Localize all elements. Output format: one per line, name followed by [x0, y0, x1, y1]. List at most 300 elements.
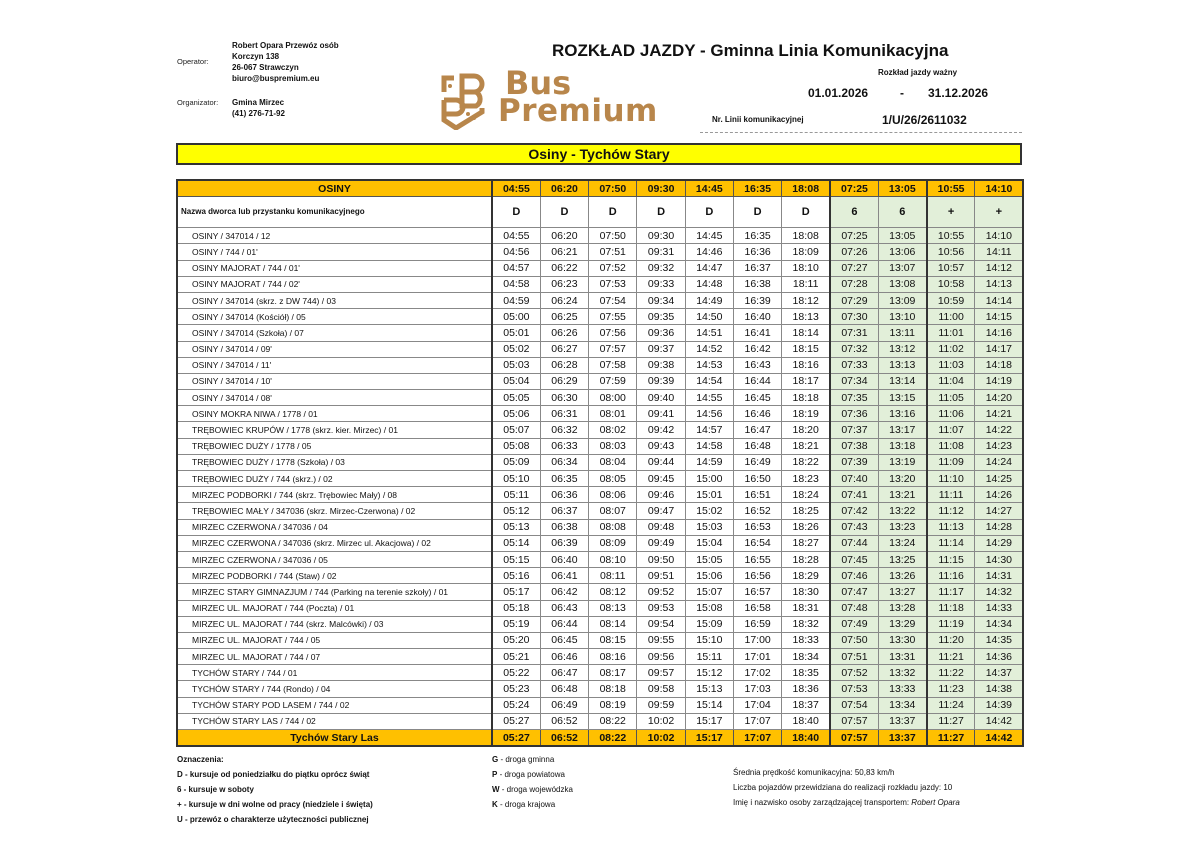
stop-time: 08:19: [589, 697, 637, 713]
stop-time: 16:55: [733, 551, 781, 567]
stop-time: 14:22: [975, 422, 1023, 438]
stop-time: 15:13: [685, 681, 733, 697]
stop-time: 16:40: [733, 309, 781, 325]
stop-time: 07:37: [830, 422, 878, 438]
stop-time: 14:35: [975, 632, 1023, 648]
stop-time: 06:39: [540, 535, 588, 551]
stop-time: 08:13: [589, 600, 637, 616]
stop-time: 15:10: [685, 632, 733, 648]
stop-name: MIRZEC UL. MAJORAT / 744 (skrz. Malcówki) / 03: [177, 616, 492, 632]
stop-time: 10:56: [927, 244, 975, 260]
stop-time: 13:06: [878, 244, 926, 260]
stop-time: 06:22: [540, 260, 588, 276]
stop-time: 15:01: [685, 487, 733, 503]
day-code: +: [927, 197, 975, 228]
stop-time: 17:03: [733, 681, 781, 697]
stop-time: 08:02: [589, 422, 637, 438]
stop-time: 11:11: [927, 487, 975, 503]
legend-road-g: [492, 752, 573, 767]
stop-name: MIRZEC UL. MAJORAT / 744 / 07: [177, 649, 492, 665]
stop-name: TRĘBOWIEC DUŻY / 1778 / 05: [177, 438, 492, 454]
table-row: [177, 260, 1023, 276]
stop-time: 14:36: [975, 649, 1023, 665]
stop-time: 07:29: [830, 292, 878, 308]
stop-time: 11:27: [927, 713, 975, 729]
stop-time: 07:43: [830, 519, 878, 535]
stop-time: 10:55: [927, 228, 975, 244]
stop-time: 06:20: [540, 228, 588, 244]
stop-time: 13:33: [878, 681, 926, 697]
stop-name: OSINY / 347014 / 11': [177, 357, 492, 373]
legend-info: [733, 765, 960, 810]
departure-time: 18:08: [782, 180, 830, 197]
stop-time: 18:37: [782, 697, 830, 713]
codes-row: [177, 197, 1023, 228]
stop-time: 14:20: [975, 390, 1023, 406]
stop-name: TYCHÓW STARY / 744 (Rondo) / 04: [177, 681, 492, 697]
stop-time: 13:10: [878, 309, 926, 325]
stop-time: 07:31: [830, 325, 878, 341]
stop-name: TRĘBOWIEC DUŻY / 744 (skrz.) / 02: [177, 471, 492, 487]
stop-time: 07:54: [830, 697, 878, 713]
stop-time: 11:09: [927, 454, 975, 470]
legend-code-6: 6 - kursuje w soboty: [177, 785, 254, 794]
stop-time: 18:21: [782, 438, 830, 454]
stop-time: 09:41: [637, 406, 685, 422]
stop-time: 09:31: [637, 244, 685, 260]
legend-road-k: [492, 797, 573, 812]
stop-time: 05:08: [492, 438, 540, 454]
stop-time: 14:27: [975, 503, 1023, 519]
stop-time: 07:54: [589, 292, 637, 308]
departure-time: 04:55: [492, 180, 540, 197]
stop-time: 17:01: [733, 649, 781, 665]
day-code: D: [733, 197, 781, 228]
stop-time: 14:57: [685, 422, 733, 438]
organizer-info: [232, 97, 285, 119]
stop-time: 09:47: [637, 503, 685, 519]
operator-info: [232, 40, 339, 84]
stop-time: 05:15: [492, 551, 540, 567]
table-row: [177, 357, 1023, 373]
stop-time: 06:27: [540, 341, 588, 357]
stop-time: 14:55: [685, 390, 733, 406]
stop-time: 08:17: [589, 665, 637, 681]
divider: [700, 132, 1022, 133]
stop-time: 13:14: [878, 373, 926, 389]
stop-time: 16:49: [733, 454, 781, 470]
stop-time: 05:06: [492, 406, 540, 422]
stop-time: 14:14: [975, 292, 1023, 308]
stop-time: 07:56: [589, 325, 637, 341]
stop-time: 06:49: [540, 697, 588, 713]
stop-time: 04:55: [492, 228, 540, 244]
stop-time: 18:36: [782, 681, 830, 697]
stop-time: 09:48: [637, 519, 685, 535]
stop-time: 13:12: [878, 341, 926, 357]
stop-name: OSINY / 347014 / 10': [177, 373, 492, 389]
table-row: [177, 535, 1023, 551]
legend-title: Oznaczenia:: [177, 755, 224, 764]
stop-time: 14:26: [975, 487, 1023, 503]
stop-time: 11:17: [927, 584, 975, 600]
legend-road-p: [492, 767, 573, 782]
stop-time: 15:09: [685, 616, 733, 632]
organizer-phone: (41) 276-71-92: [232, 109, 285, 118]
stop-name: MIRZEC CZERWONA / 347036 (skrz. Mirzec ul. Akacjowa) / 02: [177, 535, 492, 551]
stop-time: 16:45: [733, 390, 781, 406]
stop-time: 06:52: [540, 713, 588, 729]
stop-time: 04:59: [492, 292, 540, 308]
stop-time: 07:52: [589, 260, 637, 276]
stop-time: 07:51: [830, 649, 878, 665]
avg-speed: Średnia prędkość komunikacyjna: 50,83 km/h: [733, 768, 895, 777]
stop-time: 09:39: [637, 373, 685, 389]
stop-time: 18:09: [782, 244, 830, 260]
departure-time: 14:10: [975, 180, 1023, 197]
stop-time: 14:33: [975, 600, 1023, 616]
legend-codes: [177, 752, 373, 827]
stop-time: 16:54: [733, 535, 781, 551]
stop-time: 11:23: [927, 681, 975, 697]
road-text: - droga wojewódzka: [499, 785, 573, 794]
stop-time: 17:02: [733, 665, 781, 681]
road-text: - droga gminna: [498, 755, 555, 764]
stop-time: 15:11: [685, 649, 733, 665]
stop-time: 14:18: [975, 357, 1023, 373]
stop-time: 14:17: [975, 341, 1023, 357]
stop-time: 16:41: [733, 325, 781, 341]
operator-city: 26-067 Strawczyn: [232, 63, 299, 72]
arrival-time: 18:40: [782, 730, 830, 747]
arrival-time: 14:42: [975, 730, 1023, 747]
stop-time: 18:18: [782, 390, 830, 406]
stop-time: 15:14: [685, 697, 733, 713]
stop-time: 15:08: [685, 600, 733, 616]
table-row: [177, 244, 1023, 260]
stop-time: 07:51: [589, 244, 637, 260]
stop-time: 18:32: [782, 616, 830, 632]
table-row: [177, 454, 1023, 470]
departure-time: 09:30: [637, 180, 685, 197]
stop-time: 11:13: [927, 519, 975, 535]
transport-manager: [733, 795, 960, 810]
day-code: +: [975, 197, 1023, 228]
stop-name: MIRZEC CZERWONA / 347036 / 04: [177, 519, 492, 535]
stop-time: 07:53: [589, 276, 637, 292]
stop-time: 08:07: [589, 503, 637, 519]
table-row: [177, 616, 1023, 632]
stop-time: 08:11: [589, 568, 637, 584]
table-row: [177, 632, 1023, 648]
stop-time: 11:18: [927, 600, 975, 616]
stop-time: 11:07: [927, 422, 975, 438]
page-title: ROZKŁAD JAZDY - Gminna Linia Komunikacyjna: [552, 41, 949, 60]
bp-shield-icon: [440, 72, 490, 130]
stop-time: 16:53: [733, 519, 781, 535]
stop-time: 13:31: [878, 649, 926, 665]
stop-time: 09:57: [637, 665, 685, 681]
stop-time: 14:29: [975, 535, 1023, 551]
stop-time: 05:03: [492, 357, 540, 373]
stop-time: 14:24: [975, 454, 1023, 470]
stop-time: 09:53: [637, 600, 685, 616]
stop-time: 06:31: [540, 406, 588, 422]
road-text: - droga powiatowa: [497, 770, 565, 779]
table-row: [177, 438, 1023, 454]
day-code: 6: [830, 197, 878, 228]
stop-time: 04:58: [492, 276, 540, 292]
stop-time: 06:29: [540, 373, 588, 389]
stop-name: OSINY / 744 / 01': [177, 244, 492, 260]
stop-time: 06:44: [540, 616, 588, 632]
stop-time: 08:22: [589, 713, 637, 729]
stop-time: 10:59: [927, 292, 975, 308]
stop-name: MIRZEC UL. MAJORAT / 744 / 05: [177, 632, 492, 648]
stop-time: 11:10: [927, 471, 975, 487]
stop-time: 14:15: [975, 309, 1023, 325]
stop-name: OSINY / 347014 (Kościół) / 05: [177, 309, 492, 325]
stop-time: 16:43: [733, 357, 781, 373]
stop-time: 13:08: [878, 276, 926, 292]
stop-time: 08:12: [589, 584, 637, 600]
stop-time: 11:01: [927, 325, 975, 341]
stop-time: 09:56: [637, 649, 685, 665]
stop-time: 14:21: [975, 406, 1023, 422]
stop-time: 07:27: [830, 260, 878, 276]
table-row: [177, 600, 1023, 616]
stop-time: 08:18: [589, 681, 637, 697]
stop-time: 11:14: [927, 535, 975, 551]
stop-time: 09:50: [637, 551, 685, 567]
stop-time: 14:56: [685, 406, 733, 422]
stop-time: 06:25: [540, 309, 588, 325]
destination-label: Tychów Stary Las: [177, 730, 492, 747]
stop-time: 04:57: [492, 260, 540, 276]
destination-row: [177, 730, 1023, 747]
table-row: [177, 325, 1023, 341]
stop-time: 18:35: [782, 665, 830, 681]
stop-time: 06:32: [540, 422, 588, 438]
stop-time: 07:33: [830, 357, 878, 373]
stop-time: 05:12: [492, 503, 540, 519]
stop-time: 05:05: [492, 390, 540, 406]
stop-time: 04:56: [492, 244, 540, 260]
stop-time: 18:28: [782, 551, 830, 567]
stop-time: 13:20: [878, 471, 926, 487]
table-row: [177, 406, 1023, 422]
table-row: [177, 584, 1023, 600]
stop-time: 13:23: [878, 519, 926, 535]
stop-time: 14:39: [975, 697, 1023, 713]
table-row: [177, 292, 1023, 308]
stop-time: 18:19: [782, 406, 830, 422]
bus-premium-logo: [440, 64, 680, 130]
stop-time: 11:02: [927, 341, 975, 357]
arrival-time: 17:07: [733, 730, 781, 747]
stop-time: 06:37: [540, 503, 588, 519]
table-row: [177, 487, 1023, 503]
stop-name: MIRZEC STARY GIMNAZJUM / 744 (Parking na terenie szkoły) / 01: [177, 584, 492, 600]
stop-name: TRĘBOWIEC KRUPÓW / 1778 (skrz. kier. Mirzec) / 01: [177, 422, 492, 438]
stop-time: 13:24: [878, 535, 926, 551]
table-row: [177, 422, 1023, 438]
departure-time: 07:50: [589, 180, 637, 197]
stop-time: 07:30: [830, 309, 878, 325]
stop-time: 13:27: [878, 584, 926, 600]
day-code: D: [685, 197, 733, 228]
road-key: K: [492, 800, 498, 809]
stop-time: 07:49: [830, 616, 878, 632]
stop-time: 15:06: [685, 568, 733, 584]
arrival-time: 05:27: [492, 730, 540, 747]
stop-time: 07:45: [830, 551, 878, 567]
stop-time: 06:30: [540, 390, 588, 406]
stop-name: MIRZEC CZERWONA / 347036 / 05: [177, 551, 492, 567]
stop-time: 16:52: [733, 503, 781, 519]
road-text: - droga krajowa: [497, 800, 556, 809]
stop-time: 13:16: [878, 406, 926, 422]
stop-time: 18:15: [782, 341, 830, 357]
stop-time: 13:26: [878, 568, 926, 584]
stop-time: 18:20: [782, 422, 830, 438]
stop-time: 11:03: [927, 357, 975, 373]
stop-time: 16:57: [733, 584, 781, 600]
stop-time: 11:19: [927, 616, 975, 632]
stop-time: 15:02: [685, 503, 733, 519]
table-row: [177, 551, 1023, 567]
vehicle-count: Liczba pojazdów przewidziana do realizacji rozkładu jazdy: 10: [733, 783, 953, 792]
stop-time: 08:14: [589, 616, 637, 632]
stop-time: 05:19: [492, 616, 540, 632]
stop-time: 18:08: [782, 228, 830, 244]
stop-time: 09:59: [637, 697, 685, 713]
table-row: [177, 309, 1023, 325]
timetable: [176, 179, 1024, 747]
stop-time: 06:36: [540, 487, 588, 503]
stop-time: 14:23: [975, 438, 1023, 454]
stop-time: 14:58: [685, 438, 733, 454]
validity-label: Rozkład jazdy ważny: [878, 68, 958, 77]
stop-time: 11:06: [927, 406, 975, 422]
valid-to: 31.12.2026: [928, 86, 989, 100]
stop-time: 06:26: [540, 325, 588, 341]
stop-time: 08:04: [589, 454, 637, 470]
stop-time: 18:24: [782, 487, 830, 503]
stop-time: 13:32: [878, 665, 926, 681]
stop-time: 07:46: [830, 568, 878, 584]
stop-time: 14:46: [685, 244, 733, 260]
stop-time: 11:12: [927, 503, 975, 519]
stop-time: 08:05: [589, 471, 637, 487]
stop-time: 16:44: [733, 373, 781, 389]
organizer-name: Gmina Mirzec: [232, 98, 285, 107]
stop-time: 13:30: [878, 632, 926, 648]
stop-time: 06:28: [540, 357, 588, 373]
stop-time: 18:33: [782, 632, 830, 648]
stop-time: 05:07: [492, 422, 540, 438]
stop-time: 08:03: [589, 438, 637, 454]
stop-time: 14:31: [975, 568, 1023, 584]
stop-time: 18:40: [782, 713, 830, 729]
stop-time: 15:03: [685, 519, 733, 535]
stop-time: 07:35: [830, 390, 878, 406]
stop-time: 11:05: [927, 390, 975, 406]
stop-time: 13:17: [878, 422, 926, 438]
stop-time: 05:16: [492, 568, 540, 584]
stop-time: 09:52: [637, 584, 685, 600]
operator-email[interactable]: biuro@buspremium.eu: [232, 74, 320, 83]
stop-time: 07:47: [830, 584, 878, 600]
stop-time: 16:42: [733, 341, 781, 357]
table-row: [177, 665, 1023, 681]
table-row: [177, 341, 1023, 357]
stop-name: OSINY / 347014 / 08': [177, 390, 492, 406]
arrival-time: 11:27: [927, 730, 975, 747]
stop-time: 11:16: [927, 568, 975, 584]
stop-time: 14:28: [975, 519, 1023, 535]
stop-time: 05:27: [492, 713, 540, 729]
stop-time: 17:07: [733, 713, 781, 729]
stop-time: 18:12: [782, 292, 830, 308]
organizer-label: Organizator:: [177, 98, 219, 107]
stop-time: 13:25: [878, 551, 926, 567]
legend-code-u: U - przewóz o charakterze użyteczności publicznej: [177, 815, 369, 824]
stop-time: 15:12: [685, 665, 733, 681]
stop-time: 18:22: [782, 454, 830, 470]
stop-time: 18:29: [782, 568, 830, 584]
stop-time: 05:24: [492, 697, 540, 713]
arrival-time: 08:22: [589, 730, 637, 747]
stop-time: 05:09: [492, 454, 540, 470]
stop-time: 16:39: [733, 292, 781, 308]
stop-time: 14:53: [685, 357, 733, 373]
route-title: Osiny - Tychów Stary: [176, 143, 1022, 165]
stop-time: 09:58: [637, 681, 685, 697]
valid-separator: -: [900, 86, 904, 100]
stop-time: 18:17: [782, 373, 830, 389]
stop-time: 05:01: [492, 325, 540, 341]
stop-time: 15:04: [685, 535, 733, 551]
stop-time: 16:37: [733, 260, 781, 276]
stop-time: 16:35: [733, 228, 781, 244]
stop-time: 11:15: [927, 551, 975, 567]
stop-time: 16:38: [733, 276, 781, 292]
stop-time: 06:42: [540, 584, 588, 600]
stop-time: 11:04: [927, 373, 975, 389]
arrival-time: 06:52: [540, 730, 588, 747]
stop-time: 13:11: [878, 325, 926, 341]
stop-time: 14:42: [975, 713, 1023, 729]
stop-time: 16:58: [733, 600, 781, 616]
stop-time: 05:14: [492, 535, 540, 551]
stop-time: 07:42: [830, 503, 878, 519]
stop-time: 11:24: [927, 697, 975, 713]
stop-time: 05:04: [492, 373, 540, 389]
table-row: [177, 471, 1023, 487]
stop-time: 13:34: [878, 697, 926, 713]
stop-time: 09:43: [637, 438, 685, 454]
stop-time: 06:43: [540, 600, 588, 616]
stop-time: 08:00: [589, 390, 637, 406]
stop-time: 09:55: [637, 632, 685, 648]
stop-time: 10:02: [637, 713, 685, 729]
stop-time: 05:02: [492, 341, 540, 357]
stop-time: 08:15: [589, 632, 637, 648]
stop-time: 18:13: [782, 309, 830, 325]
stop-time: 13:22: [878, 503, 926, 519]
stop-time: 16:50: [733, 471, 781, 487]
